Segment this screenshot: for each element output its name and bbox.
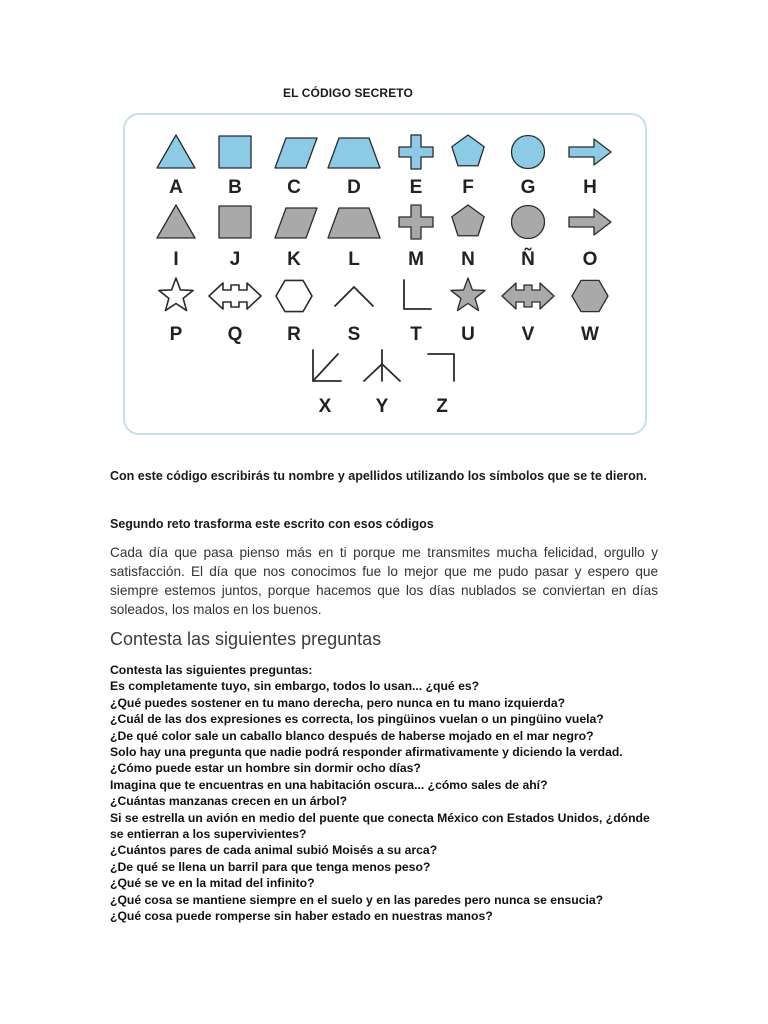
- symbol-double-arrow-outline-icon: [209, 283, 261, 309]
- list-item: Si se estrella un avión en medio del puente que conecta México con Estados Unidos, ¿dónde se entierran a los supervivientes?: [110, 810, 650, 842]
- list-item: Es completamente tuyo, sin embargo, todos lo usan... ¿qué es?: [110, 679, 480, 694]
- symbol-parallelogram-icon: [275, 138, 317, 168]
- symbol-corner-with-diagonal-icon: [313, 350, 341, 381]
- symbol-pentagon-icon: [452, 135, 484, 166]
- symbol-arrow-right-icon: [569, 209, 611, 235]
- symbol-corner-top-right-icon: [428, 354, 454, 381]
- list-item: ¿Qué puedes sostener en tu mano derecha, pero nunca en tu mano izquierda?: [110, 695, 566, 710]
- symbol-square-icon: [219, 206, 251, 238]
- symbol-arrow-right-icon: [569, 139, 611, 165]
- symbol-letter-label: W: [581, 324, 599, 346]
- symbol-letter-label: M: [408, 249, 424, 271]
- list-item: Contesta las siguientes preguntas:: [110, 663, 313, 677]
- list-item: ¿De qué color sale un caballo blanco después de haberse mojado en el mar negro?: [110, 728, 594, 743]
- symbol-star-gray-icon: [451, 278, 485, 311]
- symbol-cross-icon: [399, 205, 433, 239]
- symbol-letter-label: J: [229, 249, 241, 271]
- symbol-letter-label: H: [583, 177, 597, 199]
- list-item: Imagina que te encuentras en una habitación oscura... ¿cómo sales de ahí?: [110, 777, 548, 792]
- symbol-trapezoid-icon: [328, 208, 380, 238]
- symbol-letter-label: Y: [375, 396, 389, 418]
- symbol-letter-label: P: [169, 324, 183, 346]
- symbol-letter-label: V: [521, 324, 535, 346]
- page-title: EL CÓDIGO SECRETO: [283, 86, 413, 100]
- symbol-cross-icon: [399, 135, 433, 169]
- symbol-triangle-icon: [157, 205, 195, 238]
- list-item: ¿Cuántos pares de cada animal subió Moisés a su arca?: [110, 843, 438, 858]
- symbol-letter-label: L: [348, 249, 360, 271]
- symbol-star-outline-icon: [159, 278, 193, 311]
- symbol-letter-label: E: [409, 177, 423, 199]
- questions-list: [110, 662, 662, 925]
- symbol-trident-icon: [364, 350, 400, 381]
- symbol-pentagon-icon: [452, 205, 484, 236]
- symbol-letter-label: I: [173, 249, 179, 271]
- symbol-square-icon: [219, 136, 251, 168]
- list-item: ¿Qué cosa se mantiene siempre en el suelo y en las paredes pero nunca se ensucia?: [110, 892, 604, 907]
- list-item: ¿De qué se llena un barril para que tenga menos peso?: [110, 859, 431, 874]
- symbol-letter-label: T: [410, 324, 422, 346]
- symbol-letter-label: D: [347, 177, 361, 199]
- symbol-corner-bottom-left-icon: [404, 280, 431, 309]
- symbol-letter-label: S: [347, 324, 361, 346]
- symbol-letter-label: Ñ: [521, 249, 535, 271]
- list-item: ¿Cuál de las dos expresiones es correcta, los pingüinos vuelan o un pingüino vuela?: [110, 712, 604, 727]
- symbol-letter-label: Q: [227, 324, 243, 346]
- list-item: Solo hay una pregunta que nadie podrá responder afirmativamente y diciendo la verdad.: [110, 745, 623, 760]
- symbol-letter-label: F: [462, 177, 474, 199]
- symbol-circle-icon: [512, 136, 545, 169]
- symbol-letter-label: C: [287, 177, 301, 199]
- section-heading: Contesta las siguientes preguntas: [110, 629, 382, 649]
- symbol-circle-icon: [512, 206, 545, 239]
- symbol-hexagon-outline-icon: [276, 280, 312, 311]
- symbol-triangle-icon: [157, 135, 195, 168]
- symbol-letter-label: A: [169, 177, 183, 199]
- symbol-parallelogram-icon: [275, 208, 317, 238]
- list-item: ¿Cómo puede estar un hombre sin dormir ocho días?: [110, 761, 421, 776]
- symbol-chevron-up-icon: [335, 287, 373, 306]
- symbol-letter-label: N: [461, 249, 475, 271]
- symbol-letter-label: Z: [436, 396, 448, 418]
- secret-code-chart: [123, 113, 647, 435]
- paragraph-to-encode: Cada día que pasa pienso más en ti porque me transmites mucha felicidad, orgullo y satisfacción. El día que nos conocimos fue lo mejor que me pudo pasar y espero que siempre estemos juntos, porque hacemos que los días nublados se conviertan en días soleados, los malos en los buenos.: [110, 545, 658, 617]
- symbol-letter-label: K: [287, 249, 301, 271]
- symbol-grid: [123, 113, 647, 435]
- symbol-letter-label: O: [582, 249, 598, 271]
- symbol-double-arrow-gray-icon: [502, 283, 554, 309]
- symbol-hexagon-gray-icon: [572, 280, 608, 311]
- symbol-letter-label: G: [520, 177, 536, 199]
- list-item: ¿Qué cosa puede romperse sin haber estado en nuestras manos?: [110, 909, 493, 924]
- symbol-letter-label: X: [318, 396, 332, 418]
- symbol-letter-label: B: [228, 177, 242, 199]
- intro-text: Con este código escribirás tu nombre y apellidos utilizando los símbolos que se te dieron.: [110, 469, 647, 483]
- list-item: ¿Cuántas manzanas crecen en un árbol?: [110, 794, 348, 809]
- symbol-letter-label: R: [287, 324, 301, 346]
- symbol-letter-label: U: [461, 324, 475, 346]
- second-challenge-text: Segundo reto trasforma este escrito con esos códigos: [110, 517, 434, 531]
- list-item: ¿Qué se ve en la mitad del infinito?: [110, 876, 315, 891]
- symbol-trapezoid-icon: [328, 138, 380, 168]
